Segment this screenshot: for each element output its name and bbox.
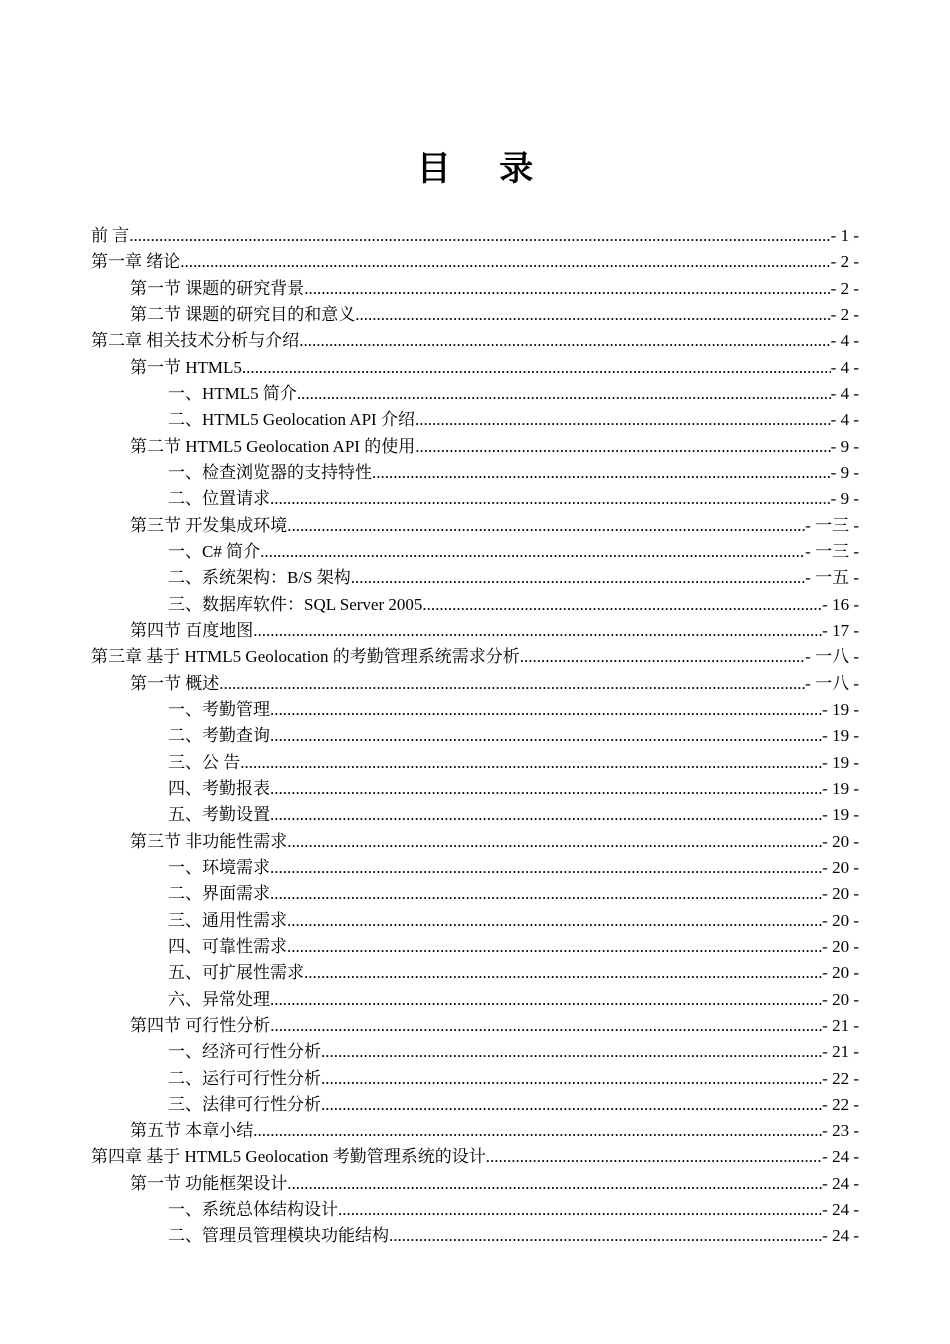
- toc-entry-title: 第一节 HTML5: [130, 357, 242, 377]
- toc-dot-leader: [321, 1066, 822, 1092]
- toc-entry[interactable]: [91, 881, 859, 907]
- toc-page-number: - 2 -: [830, 278, 859, 298]
- toc-dot-leader: [270, 776, 822, 802]
- toc-page-number: - 一五 -: [805, 568, 859, 588]
- toc-entry-title: 前 言: [91, 226, 130, 245]
- toc-dot-leader: [389, 1223, 822, 1249]
- toc-entry[interactable]: [91, 960, 859, 986]
- toc-entry[interactable]: [91, 592, 859, 618]
- toc-entry[interactable]: [91, 934, 859, 960]
- toc-entry-title: 第二节 HTML5 Geolocation API 的使用: [130, 436, 416, 456]
- toc-dot-leader: [270, 723, 822, 749]
- toc-entry[interactable]: [91, 750, 859, 776]
- toc-entry-title: 第一节 概述: [130, 673, 220, 693]
- toc-dot-leader: [351, 565, 805, 591]
- toc-dot-leader: [287, 934, 822, 960]
- toc-entry-title: 第三节 开发集成环境: [130, 515, 288, 535]
- toc-entry-title: 第一节 课题的研究背景: [130, 278, 305, 298]
- toc-dot-leader: [270, 697, 822, 723]
- toc-entry-title: 三、法律可行性分析: [168, 1094, 321, 1114]
- toc-entry-title: 五、考勤设置: [168, 805, 270, 825]
- toc-entry-title: 四、考勤报表: [168, 778, 270, 798]
- toc-dot-leader: [304, 960, 822, 986]
- toc-page-number: - 2 -: [830, 252, 859, 272]
- toc-entry-title: 三、数据库软件：SQL Server 2005: [168, 594, 423, 614]
- toc-entry-title: 第五节 本章小结: [130, 1121, 254, 1141]
- toc-page-number: - 4 -: [830, 383, 859, 403]
- toc-entry-title: 二、考勤查询: [168, 726, 270, 746]
- toc-entry[interactable]: [91, 1013, 859, 1039]
- toc-entry[interactable]: [91, 407, 859, 433]
- toc-entry-title: 二、运行可行性分析: [168, 1068, 321, 1088]
- toc-page-number: - 20 -: [822, 857, 859, 877]
- toc-entry[interactable]: [91, 223, 859, 249]
- toc-page-number: - 一三 -: [805, 541, 859, 561]
- toc-page-number: - 24 -: [822, 1226, 859, 1246]
- toc-entry[interactable]: [91, 644, 859, 670]
- toc-dot-leader: [287, 513, 805, 539]
- toc-page-number: - 21 -: [822, 1015, 859, 1035]
- toc-page-number: - 20 -: [822, 963, 859, 983]
- toc-dot-leader: [355, 302, 830, 328]
- toc-entry[interactable]: [91, 328, 859, 354]
- toc-dot-leader: [287, 1171, 822, 1197]
- toc-page-number: - 4 -: [830, 357, 859, 377]
- toc-entry[interactable]: [91, 460, 859, 486]
- toc-dot-leader: [287, 908, 822, 934]
- toc-dot-leader: [270, 855, 822, 881]
- toc-entry[interactable]: [91, 1066, 859, 1092]
- toc-entry[interactable]: [91, 276, 859, 302]
- toc-dot-leader: [219, 671, 805, 697]
- toc-dot-leader: [415, 434, 830, 460]
- toc-dot-leader: [253, 618, 822, 644]
- toc-page-number: - 16 -: [822, 594, 859, 614]
- toc-entry[interactable]: [91, 249, 859, 275]
- toc-page-number: - 4 -: [830, 331, 859, 351]
- toc-dot-leader: [270, 881, 822, 907]
- toc-entry[interactable]: [91, 486, 859, 512]
- toc-page-number: - 22 -: [822, 1068, 859, 1088]
- toc-dot-leader: [270, 1013, 822, 1039]
- toc-entry[interactable]: [91, 1092, 859, 1118]
- toc-dot-leader: [242, 355, 831, 381]
- toc-page-number: - 24 -: [822, 1147, 859, 1167]
- toc-entry-title: 六、异常处理: [168, 989, 270, 1009]
- toc-entry-title: 第四章 基于 HTML5 Geolocation 考勤管理系统的设计: [91, 1147, 486, 1167]
- toc-entry-title: 二、HTML5 Geolocation API 介绍: [168, 410, 415, 430]
- toc-page-number: - 一八 -: [805, 647, 859, 667]
- toc-page-number: - 17 -: [822, 620, 859, 640]
- toc-dot-leader: [260, 539, 805, 565]
- toc-entry-title: 一、环境需求: [168, 857, 270, 877]
- toc-entry[interactable]: [91, 355, 859, 381]
- toc-entry[interactable]: [91, 565, 859, 591]
- toc-entry[interactable]: [91, 1197, 859, 1223]
- toc-title: 目 录: [416, 151, 554, 188]
- toc-entry[interactable]: [91, 1144, 859, 1170]
- toc-entry[interactable]: [91, 381, 859, 407]
- toc-dot-leader: [253, 1118, 822, 1144]
- toc-entry[interactable]: [91, 697, 859, 723]
- toc-entry-title: 一、HTML5 简介: [168, 383, 297, 403]
- toc-dot-leader: [304, 276, 830, 302]
- toc-entry[interactable]: [91, 855, 859, 881]
- toc-dot-leader: [180, 249, 830, 275]
- toc-page-number: - 20 -: [822, 989, 859, 1009]
- toc-page-number: - 20 -: [822, 831, 859, 851]
- toc-page-number: - 23 -: [822, 1121, 859, 1141]
- toc-entry-title: 二、管理员管理模块功能结构: [168, 1226, 389, 1246]
- toc-entry-title: 三、公 告: [168, 752, 241, 772]
- toc-page-number: - 4 -: [830, 410, 859, 430]
- toc-dot-leader: [270, 486, 831, 512]
- toc-entry[interactable]: [91, 776, 859, 802]
- toc-page-number: - 20 -: [822, 884, 859, 904]
- toc-dot-leader: [321, 1092, 822, 1118]
- toc-entry-title: 第一节 功能框架设计: [130, 1173, 288, 1193]
- toc-entry[interactable]: [91, 539, 859, 565]
- toc-dot-leader: [297, 381, 831, 407]
- toc-page-number: - 9 -: [830, 462, 859, 482]
- toc-page-number: - 22 -: [822, 1094, 859, 1114]
- toc-page-number: - 一三 -: [805, 515, 859, 535]
- toc-page-number: - 19 -: [822, 699, 859, 719]
- toc-dot-leader: [338, 1197, 822, 1223]
- toc-dot-leader: [415, 407, 831, 433]
- toc-entry-title: 三、通用性需求: [168, 910, 287, 930]
- toc-dot-leader: [299, 328, 830, 354]
- toc-page-number: - 19 -: [822, 805, 859, 825]
- toc-entry[interactable]: [91, 618, 859, 644]
- toc-entry-title: 第一章 绪论: [91, 252, 181, 272]
- toc-dot-leader: [520, 644, 805, 670]
- toc-entry-title: 二、系统架构：B/S 架构: [168, 568, 351, 588]
- toc-entry-title: 二、位置请求: [168, 489, 270, 509]
- toc-entry[interactable]: [91, 723, 859, 749]
- toc-entry-title: 第二节 课题的研究目的和意义: [130, 304, 356, 324]
- toc-entry[interactable]: [91, 987, 859, 1013]
- toc-entry-title: 四、可靠性需求: [168, 936, 287, 956]
- toc-entry[interactable]: [91, 1223, 859, 1249]
- toc-entry[interactable]: [91, 1039, 859, 1065]
- toc-dot-leader: [129, 223, 830, 249]
- toc-entry[interactable]: [91, 302, 859, 328]
- toc-page-number: - 24 -: [822, 1173, 859, 1193]
- toc-entry-title: 一、经济可行性分析: [168, 1042, 321, 1062]
- toc-entry[interactable]: [91, 671, 859, 697]
- toc-dot-leader: [240, 750, 822, 776]
- toc-entry[interactable]: [91, 908, 859, 934]
- toc-page-number: - 19 -: [822, 778, 859, 798]
- toc-dot-leader: [422, 592, 822, 618]
- toc-entry-title: 第二章 相关技术分析与介绍: [91, 331, 300, 351]
- toc-page-number: - 1 -: [830, 226, 859, 245]
- toc-dot-leader: [372, 460, 831, 486]
- toc-entry-title: 一、考勤管理: [168, 699, 270, 719]
- toc-page-number: - 21 -: [822, 1042, 859, 1062]
- toc-entry-title: 一、系统总体结构设计: [168, 1200, 338, 1220]
- toc-entry-title: 一、C# 简介: [168, 541, 261, 561]
- toc-page-number: - 24 -: [822, 1200, 859, 1220]
- toc-entry[interactable]: [91, 802, 859, 828]
- toc-entry-title: 一、检查浏览器的支持特性: [168, 462, 372, 482]
- toc-entry[interactable]: [91, 1171, 859, 1197]
- toc-dot-leader: [270, 987, 822, 1013]
- toc-page-number: - 9 -: [830, 436, 859, 456]
- toc-page-number: - 19 -: [822, 752, 859, 772]
- toc-page-number: - 2 -: [830, 304, 859, 324]
- toc-list: [91, 223, 859, 1250]
- toc-entry-title: 二、界面需求: [168, 884, 270, 904]
- toc-page-number: - 20 -: [822, 910, 859, 930]
- toc-page-number: - 19 -: [822, 726, 859, 746]
- toc-entry[interactable]: [91, 513, 859, 539]
- toc-entry-title: 第三节 非功能性需求: [130, 831, 288, 851]
- toc-page-number: - 一八 -: [805, 673, 859, 693]
- toc-entry[interactable]: [91, 1118, 859, 1144]
- toc-dot-leader: [270, 802, 822, 828]
- toc-entry-title: 第四节 百度地图: [130, 620, 254, 640]
- toc-entry[interactable]: [91, 829, 859, 855]
- toc-entry-title: 第三章 基于 HTML5 Geolocation 的考勤管理系统需求分析: [91, 647, 520, 667]
- toc-page-number: - 20 -: [822, 936, 859, 956]
- toc-dot-leader: [321, 1039, 822, 1065]
- toc-entry-title: 第四节 可行性分析: [130, 1015, 271, 1035]
- toc-entry-title: 五、可扩展性需求: [168, 963, 304, 983]
- toc-page-number: - 9 -: [830, 489, 859, 509]
- toc-dot-leader: [486, 1144, 822, 1170]
- toc-dot-leader: [287, 829, 822, 855]
- toc-entry[interactable]: [91, 434, 859, 460]
